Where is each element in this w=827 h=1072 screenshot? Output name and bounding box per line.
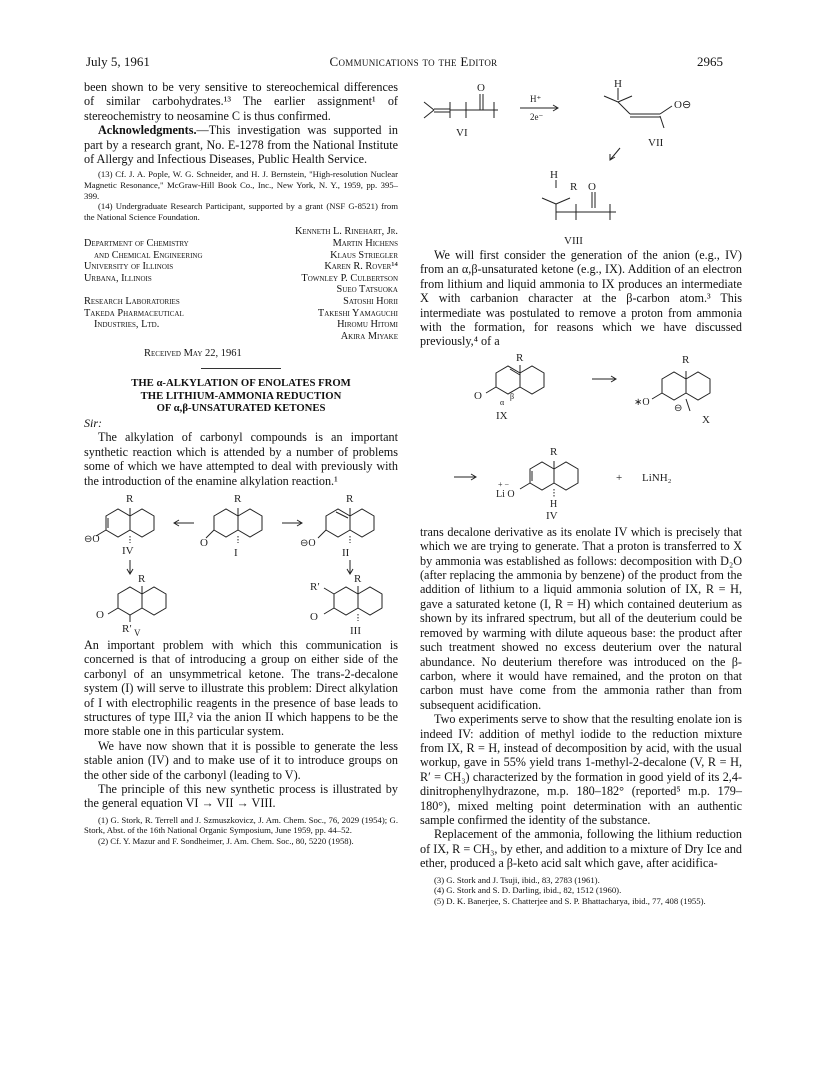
- header-date: July 5, 1961: [86, 54, 150, 69]
- svg-text:β: β: [510, 391, 515, 401]
- svg-text:O: O: [96, 608, 104, 621]
- sig-row: University of Illinois Karen R. Rover¹⁴: [84, 261, 398, 273]
- svg-text:IV: IV: [122, 544, 134, 557]
- svg-text:V: V: [134, 627, 141, 638]
- svg-text:R′: R′: [310, 580, 320, 593]
- divider: [201, 368, 281, 369]
- structure-II: [318, 508, 374, 543]
- sig-row: Kenneth L. Rinehart, Jr.: [294, 226, 398, 238]
- right-paragraph-2: trans decalone derivative as its enolate IV which is precisely that which we are trying to generate. That a proton is transferred to X by ammonia was established as follows: decomposition with D₂O (after replacing the ammonia by benzene) of the product from the addition of lithium to a liquid ammonia solution of IX, R = H, gave a saturated ketone (I, R = H) which contained deuterium as shown by its infrared spectrum, but all of the deuterium could be removed by warming with dilute aqueous base: the product after such treatment showed no excess deuterium over the natural abundance. No deuterium therefore was introduced on the β-carbon, where it would have remained, and the proton on that carbon must have come from the ammonia rather than from subsequent acidification.: [420, 524, 742, 712]
- svg-text:R: R: [234, 492, 242, 505]
- svg-text:X: X: [702, 413, 710, 426]
- svg-text:H: H: [550, 498, 558, 510]
- svg-text:VI: VI: [456, 127, 468, 139]
- left-paragraph-5: The principle of this new synthetic process is illustrated by the general equation VI → VII → VIII.: [84, 782, 398, 811]
- article-title-line-2: THE LITHIUM-AMMONIA REDUCTION: [140, 389, 342, 402]
- svg-text:O: O: [310, 610, 318, 623]
- structure-III: [324, 586, 382, 621]
- svg-text:VII: VII: [648, 137, 664, 149]
- svg-text:R: R: [682, 353, 690, 366]
- structure-VII: [604, 88, 672, 128]
- structure-VIII: [542, 180, 616, 220]
- structure-V: [108, 586, 166, 622]
- svg-text:R: R: [570, 181, 578, 193]
- structure-IV: [96, 508, 154, 537]
- svg-text:O: O: [200, 536, 208, 549]
- header-journal: Communications to the Editor: [329, 54, 498, 69]
- structure-IV-enolate: [520, 461, 578, 497]
- svg-text:+ −: + −: [498, 479, 510, 489]
- svg-text:LiNH₂: LiNH₂: [642, 471, 672, 484]
- sig-row: Urbana, Illinois Townley P. Culbertson: [84, 272, 398, 284]
- svg-text:VIII: VIII: [564, 235, 583, 247]
- svg-text:O: O: [588, 181, 596, 193]
- svg-text:III: III: [350, 624, 361, 637]
- footnote-14: (14) Undergraduate Research Participant, supported by a grant (NSF G-8521) from the National Science Foundation.: [84, 201, 398, 222]
- structure-IX: [486, 365, 544, 394]
- footnote-4: (4) G. Stork and S. D. Darling, ibid., 82, 1512 (1960).: [434, 885, 622, 896]
- svg-text:I: I: [234, 546, 238, 559]
- footnote-5: (5) D. K. Banerjee, S. Chatterjee and S. P. Bhattacharya, ibid., 77, 408 (1955).: [434, 895, 706, 906]
- svg-text:R: R: [516, 351, 524, 364]
- svg-text:R: R: [354, 572, 362, 585]
- scheme-lithium-reduction: [420, 349, 742, 525]
- svg-text:O: O: [477, 82, 485, 94]
- sig-row: and Chemical Engineering Klaus Striegler: [94, 249, 398, 261]
- header-page: 2965: [697, 54, 723, 69]
- signature-block: [84, 226, 398, 342]
- ack-heading: Acknowledgments.: [98, 123, 197, 138]
- svg-text:H⁺: H⁺: [530, 94, 542, 104]
- svg-text:H: H: [550, 169, 558, 181]
- sig-row: Department of Chemistry Martin Hichens: [84, 238, 398, 249]
- footnote-1: (1) G. Stork, R. Terrell and J. Szmuszkovicz, J. Am. Chem. Soc., 76, 2029 (1954); G. Stork, Abst. of the 16th National Organic Symposium, June 1959, pp. 44–52.: [84, 814, 398, 836]
- left-paragraph-3: An important problem with which this communication is concerned is that of introducing a group on either side of the carbonyl of an unsymmetrical ketone. The trans-2-decalone system (I) will serve to illustrate this problem: Direct alkylation of I with electrophilic reagents in the presence of base leads to structures of type III,² via the anion II which happens to be the more stable one in this particular system.: [84, 637, 398, 739]
- svg-text:⊖: ⊖: [674, 402, 683, 414]
- scheme-decalone-alkylation: [84, 488, 398, 638]
- footnote-3: (3) G. Stork and J. Tsuji, ibid., 83, 2783 (1961).: [434, 874, 600, 885]
- salutation: Sir:: [84, 415, 102, 430]
- svg-text:R′: R′: [122, 622, 132, 635]
- svg-text:R: R: [138, 572, 146, 585]
- svg-text:II: II: [342, 546, 350, 559]
- svg-text:R: R: [346, 492, 354, 505]
- left-paragraph-1: been shown to be very sensitive to stereochemical differences of similar carbohydrates.¹³ The earlier assignment¹ of stereochemistry to neosamine C is thus confirmed.: [84, 80, 398, 123]
- left-paragraph-2: The alkylation of carbonyl compounds is an important synthetic reaction which is attended by a number of problems some of which we have attempted to deal with previously with the introduction of the enamine alkylation reaction.¹: [84, 430, 398, 488]
- right-paragraph-3: Two experiments serve to show that the resulting enolate ion is indeed IV: addition of methyl iodide to the reduction mixture from IX, R = H, instead of decomposition by acid, with the usual workup, gave in 55% yield trans 1-methyl-2-decalone (V, R = H, R′ = CH₃) characterized by the formation in good yield of its 2,4-dinitrophenylhydrazone, m.p. 180–182° (reported⁵ m.p. 179–180°), mixed melting point determination with an authentic sample confirmed the identity of the substance.: [420, 712, 742, 827]
- sig-row: Takeda Pharmaceutical Takeshi Yamaguchi: [84, 307, 398, 319]
- svg-text:O⊖: O⊖: [674, 99, 692, 111]
- article-title-line-3: OF α,β-UNSATURATED KETONES: [156, 401, 326, 414]
- right-column: [420, 80, 742, 906]
- svg-text:⊖O: ⊖O: [300, 537, 316, 549]
- svg-text:+: +: [616, 471, 623, 484]
- svg-text:α: α: [500, 397, 505, 407]
- acknowledgments: [84, 123, 398, 166]
- ack-body: —This investigation was supported in part by a research grant, No. E-1278 from the National Institute of Allergy and Infectious Diseases, Public Health Service.: [84, 123, 398, 167]
- svg-text:O: O: [474, 389, 482, 402]
- svg-text:2e⁻: 2e⁻: [530, 112, 544, 122]
- svg-text:R: R: [550, 445, 558, 458]
- sig-row: Industries, Ltd. Hiromu Hitomi: [94, 319, 398, 331]
- svg-text:R: R: [126, 492, 134, 505]
- footnote-2: (2) Cf. Y. Mazur and F. Sondheimer, J. Am. Chem. Soc., 80, 5220 (1958).: [98, 836, 354, 847]
- sig-row: Research Laboratories Satoshi Horii: [84, 295, 398, 307]
- svg-text:H: H: [614, 80, 622, 90]
- scheme-VI-VII-VIII: [420, 80, 742, 248]
- svg-text:⊖O: ⊖O: [84, 533, 100, 545]
- svg-text:IX: IX: [496, 409, 508, 422]
- sig-row: Sueo Tatsuoka: [336, 284, 398, 296]
- svg-text:Li O: Li O: [496, 488, 515, 500]
- received-date: Received May 22, 1961: [144, 348, 242, 360]
- right-paragraph-1: We will first consider the generation of the anion (e.g., IV) from an α,β-unsaturated ketone (e.g., IX). Addition of an electron from lithium and liquid ammonia to IX produces an intermediate X with carbanion character at the β-carbon atom.³ This intermediate was postulated to remove a proton from ammonia with the formation, for reasons which we have discussed previously,⁴ of a: [420, 248, 742, 349]
- svg-text:∗O: ∗O: [634, 396, 650, 408]
- right-paragraph-4: Replacement of the ammonia, following the lithium reduction of IX, R = CH₃, by ether, and addition to a mixture of Dry Ice and ether, produced a β-keto acid salt which gave, after acidifica-: [420, 827, 743, 871]
- left-column: [84, 80, 398, 847]
- svg-text:IV: IV: [546, 509, 558, 522]
- article-title-line-1: THE α-ALKYLATION OF ENOLATES FROM: [131, 377, 351, 390]
- footnote-13: (13) Cf. J. A. Pople, W. G. Schneider, and H. J. Bernstein, "High-resolution Nuclear Magnetic Resonance," McGraw-Hill Book Co., Inc., New York, N. Y., 1959, pp. 395–399.: [84, 169, 398, 201]
- structure-VI: [424, 94, 498, 118]
- left-paragraph-4: We have now shown that it is possible to generate the less stable anion (IV) and to make use of it to introduce groups on the other side of the carbonyl (leading to V).: [84, 738, 398, 782]
- sig-row: Akira Miyake: [340, 330, 398, 342]
- structure-I: [206, 508, 262, 543]
